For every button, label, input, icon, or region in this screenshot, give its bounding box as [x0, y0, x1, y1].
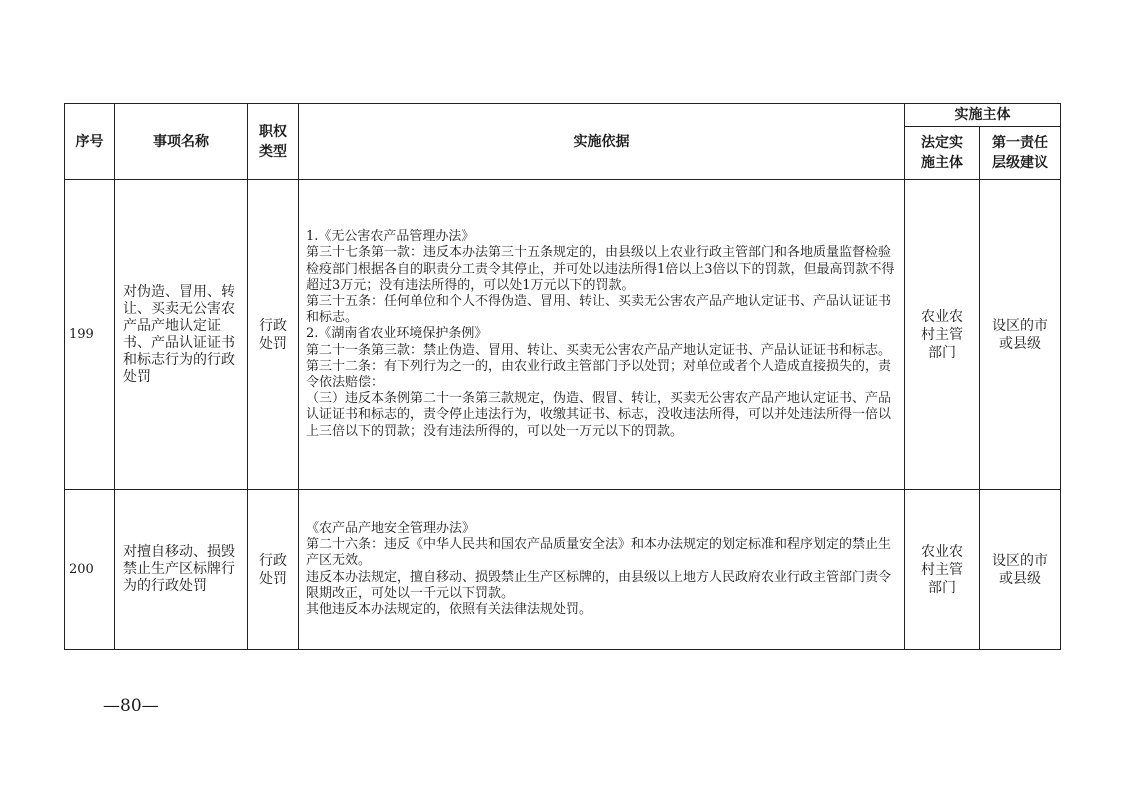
- basis-paragraph: 第二十一条第三款：禁止伪造、冒用、转让、买卖无公害农产品产地认定证书、产品认证证书和标志。: [306, 342, 892, 358]
- basis-paragraph: 第三十二条：有下列行为之一的，由农业行政主管部门予以处罚；对单位或者个人造成直接损失的，责令依法赔偿：: [306, 358, 892, 390]
- row-basis: [299, 180, 905, 490]
- basis-paragraph: 第三十七条第一款：违反本办法第三十五条规定的，由县级以上农业行政主管部门和各地质量监督检验检疫部门根据各自的职责分工责令其停止，并可处以违法所得1倍以上3倍以下的罚款，但最高罚款不得超过3万元；没有违法所得的，可以处1万元以下的罚款。: [306, 245, 895, 293]
- header-first-level-text: 第一责任层级建议: [992, 135, 1048, 171]
- header-subject-group: 实施主体: [905, 104, 1061, 127]
- header-item-name: 事项名称: [115, 104, 248, 180]
- row-item-name: 对伪造、冒用、转让、买卖无公害农产品产地认定证书、产品认证证书和标志行为的行政处罚: [115, 180, 248, 490]
- header-first-level: [980, 127, 1061, 180]
- page-number: —80—: [103, 696, 159, 716]
- row-legal-subject: 农业农村主管部门: [905, 490, 980, 650]
- header-row-top: [65, 104, 1061, 127]
- table-row: [65, 180, 1061, 490]
- header-basis: 实施依据: [299, 104, 905, 180]
- row-first-level: 设区的市或县级: [980, 180, 1061, 490]
- row-basis: [299, 490, 905, 650]
- row-item-name: 对擅自移动、损毁禁止生产区标牌行为的行政处罚: [115, 490, 248, 650]
- header-authority-type-text: 职权类型: [259, 123, 287, 160]
- row-authority-type: 行政处罚: [248, 490, 299, 650]
- row-first-level: 设区的市或县级: [980, 490, 1061, 650]
- basis-paragraph: 其他违反本办法规定的，依照有关法律法规处罚。: [306, 601, 593, 617]
- basis-paragraph: 第三十五条：任何单位和个人不得伪造、冒用、转让、买卖无公害农产品产地认定证书、产品认证证书和标志。: [306, 293, 892, 326]
- basis-paragraph: 第二十六条：违反《中华人民共和国农产品质量安全法》和本办法规定的划定标准和程序划定的禁止生产区无效。: [306, 537, 892, 569]
- basis-paragraph: 违反本办法规定，擅自移动、损毁禁止生产区标牌的，由县级以上地方人民政府农业行政主管部门责令限期改正，可处以一千元以下罚款。: [306, 569, 892, 601]
- basis-paragraph: 2.《湖南省农业环境保护条例》: [306, 326, 488, 342]
- row-legal-subject: 农业农村主管部门: [905, 180, 980, 490]
- row-seq: 199: [65, 180, 115, 490]
- header-seq: 序号: [65, 104, 115, 180]
- basis-paragraph: （三）违反本条例第二十一条第三款规定，伪造、假冒、转让，买卖无公害农产品产地认定证书、产品认证证书和标志的，责令停止违法行为，收缴其证书、标志，没收违法所得，可以并处违法所得一倍以上三倍以下的罚款；没有违法所得的，可以处一万元以下的罚款。: [306, 391, 892, 439]
- header-legal-subject-text: 法定实施主体: [921, 135, 963, 171]
- table-row: [65, 490, 1061, 650]
- basis-paragraph: 《农产品产地安全管理办法》: [306, 520, 476, 536]
- header-legal-subject: [905, 127, 980, 180]
- row-authority-type: 行政处罚: [248, 180, 299, 490]
- basis-paragraph: 1.《无公害农产品管理办法》: [306, 229, 475, 245]
- authority-list-table: [64, 103, 1061, 650]
- row-seq: 200: [65, 490, 115, 650]
- header-authority-type: [248, 104, 299, 180]
